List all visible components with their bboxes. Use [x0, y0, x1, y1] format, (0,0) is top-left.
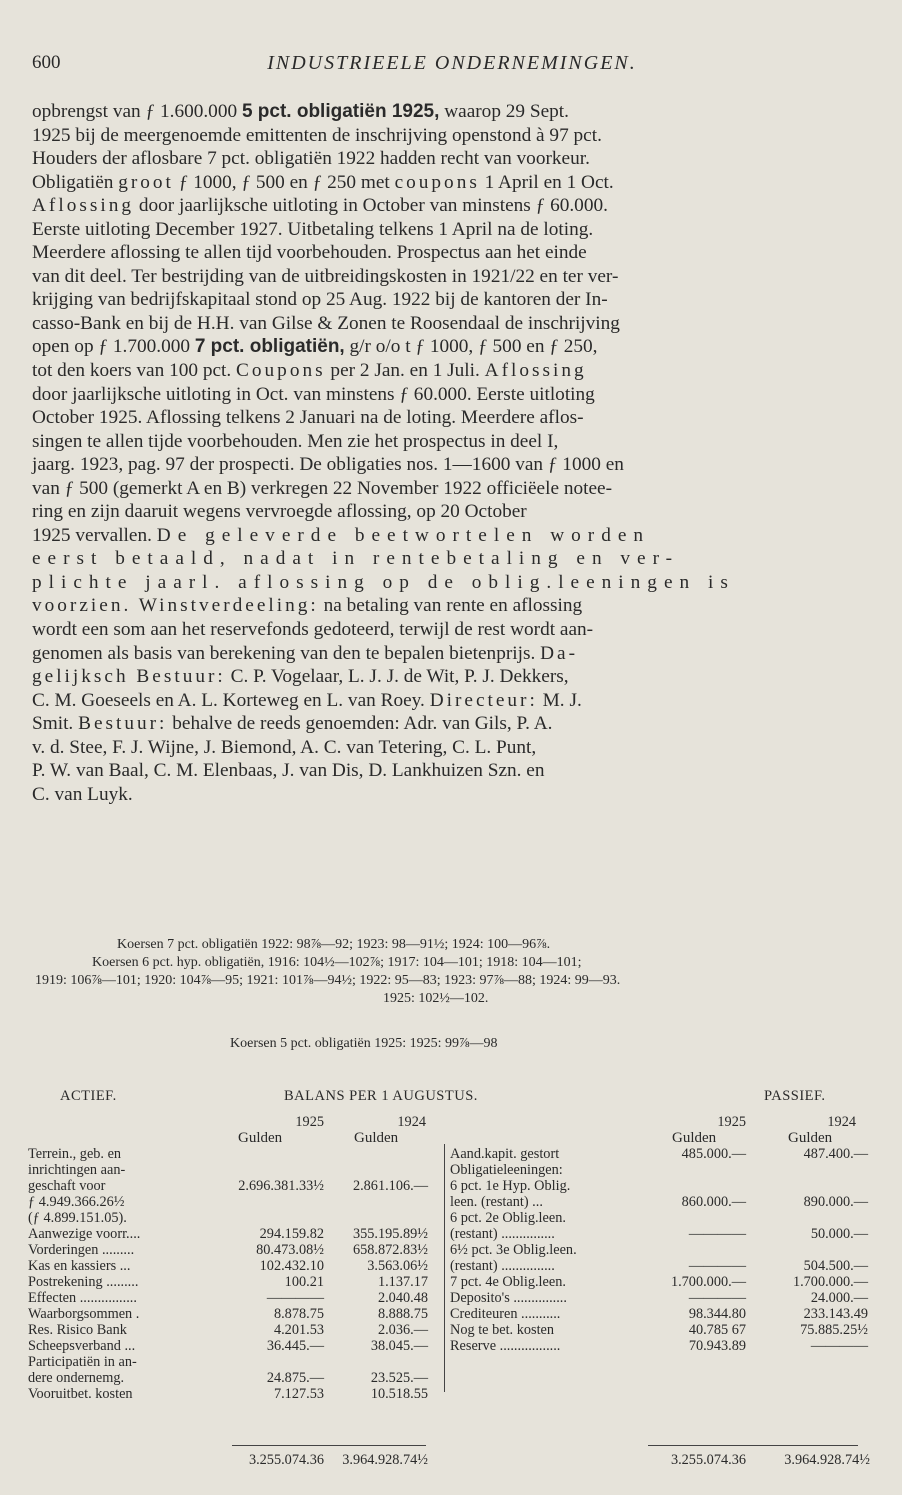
passief-row-1925: ————	[688, 1258, 746, 1274]
koersen-6pct-cont: 1919: 106⅞—101; 1920: 104⅞—95; 1921: 101⅞—94½; 1922: 95—83; 1923: 97⅞—88; 1924: 99—93.	[35, 973, 621, 988]
passief-unit-1925: Gulden	[672, 1130, 717, 1146]
actief-row-1924: 2.040.48	[377, 1290, 428, 1306]
passief-row-1925: 98.344.80	[688, 1306, 746, 1322]
actief-row-label: Res. Risico Bank	[28, 1322, 127, 1338]
text-segment: C. P. Vogelaar, L. J. J. de Wit, P. J. Dekkers,	[225, 666, 569, 688]
passief-row-label: 6 pct. 1e Hyp. Oblig.	[450, 1178, 571, 1194]
text-line	[32, 171, 874, 195]
text-segment: Obligatiën	[32, 171, 119, 193]
text-segment: van ƒ 500 (gemerkt A en B) verkregen 22 November 1922 officiëele notee-	[32, 477, 613, 499]
text-segment: door jaarlijksche uitloting in Oct. van minstens ƒ 60.000. Eerste uitloting	[32, 383, 595, 405]
text-segment: v. d. Stee, F. J. Wijne, J. Biemond, A. C. van Tetering, C. L. Punt,	[32, 736, 537, 758]
spaced-term: Aflossing	[32, 195, 134, 217]
passief-unit-1924: Gulden	[788, 1130, 833, 1146]
text-line	[32, 288, 874, 312]
text-segment: 1925 vervallen.	[32, 524, 157, 546]
text-segment: singen te allen tijde voorbehouden. Men zie het prospectus in deel I,	[32, 430, 559, 452]
text-line	[32, 265, 874, 289]
text-line	[32, 383, 874, 407]
page-header	[32, 52, 872, 82]
actief-row-1925: 100.21	[284, 1274, 324, 1290]
text-segment: Houders der aflosbare 7 pct. obligatiën 1922 hadden recht van voorkeur.	[32, 148, 590, 170]
passief-row-label: 7 pct. 4e Oblig.leen.	[450, 1274, 566, 1290]
actief-year-1925: 1925	[295, 1114, 324, 1130]
passief-year-1924: 1924	[827, 1114, 856, 1130]
actief-row-1924: 38.045.—	[370, 1338, 428, 1354]
actief-row-1925: 2.696.381.33½	[238, 1178, 324, 1194]
actief-heading: ACTIEF.	[60, 1088, 117, 1104]
text-segment: door jaarlijksche uitloting in October van minstens ƒ 60.000.	[134, 195, 608, 217]
text-segment: van dit deel. Ter bestrijding van de uitbreidingskosten in 1921/22 en ter ver-	[32, 265, 619, 287]
actief-row-label: Terrein., geb. en	[28, 1146, 122, 1162]
text-line	[32, 759, 874, 783]
actief-unit-1924: Gulden	[354, 1130, 399, 1146]
passief-row-1924: 24.000.—	[810, 1290, 868, 1306]
spaced-term: Coupons	[236, 360, 326, 382]
passief-row-label: Deposito's ...............	[450, 1290, 567, 1306]
passief-row-label: Crediteuren ...........	[450, 1306, 561, 1322]
page-number: 600	[32, 52, 61, 73]
actief-row-1924: 658.872.83½	[352, 1242, 428, 1258]
passief-row-1924: 487.400.—	[803, 1146, 868, 1162]
actief-row-label: Postrekening .........	[28, 1274, 139, 1290]
spaced-term: coupons	[394, 171, 480, 193]
spaced-term: Aflossing	[484, 360, 587, 382]
text-line	[32, 618, 874, 642]
actief-row-label: Vooruitbet. kosten	[28, 1386, 133, 1402]
text-segment: 1 April en 1 Oct.	[479, 171, 614, 193]
text-segment: Meerdere aflossing te allen tijd voorbehouden. Prospectus aan het einde	[32, 242, 587, 264]
text-line	[32, 712, 874, 736]
passief-total-rule	[648, 1445, 858, 1446]
text-line	[32, 642, 874, 666]
text-line	[32, 241, 874, 265]
balance-sheet	[28, 1088, 878, 1478]
text-segment: behalve de reeds genoemden: Adr. van Gils, P. A.	[167, 713, 553, 735]
spaced-term: Bestuur:	[78, 713, 168, 735]
actief-row-1925: 24.875.—	[266, 1370, 324, 1386]
passief-row-1924: 233.143.49	[803, 1306, 868, 1322]
actief-row-1924: 8.888.75	[377, 1306, 428, 1322]
text-segment: krijging van bedrijfskapitaal stond op 25 Aug. 1922 bij de kantoren der In-	[32, 289, 608, 311]
text-segment: ring en zijn daaruit wegens vervroegde aflossing, op 20 October	[32, 501, 527, 523]
passief-total-1925: 3.255.074.36	[670, 1452, 746, 1468]
spaced-term: voorzien. Winstverdeeling:	[32, 595, 319, 617]
text-segment: C. M. Goeseels en A. L. Korteweg en L. van Roey.	[32, 689, 430, 711]
text-segment: open op ƒ 1.700.000	[32, 336, 195, 358]
passief-row-label: (restant) ...............	[450, 1226, 555, 1242]
passief-row-label: (restant) ...............	[450, 1258, 555, 1274]
text-line	[32, 783, 874, 807]
koersen-5pct: Koersen 5 pct. obligatiën 1925: 1925: 99⅞—98	[230, 1036, 498, 1051]
text-segment: October 1925. Aflossing telkens 2 Januari na de loting. Meerdere aflos-	[32, 407, 584, 429]
actief-row-1925: ————	[266, 1290, 324, 1306]
passief-heading: PASSIEF.	[764, 1088, 826, 1104]
actief-row-1925: 7.127.53	[273, 1386, 324, 1402]
text-line	[32, 524, 874, 548]
actief-row-label: geschaft voor	[28, 1178, 106, 1194]
text-line	[32, 571, 874, 595]
spaced-term: gelijksch Bestuur:	[32, 666, 226, 688]
passief-row-label: Obligatieleeningen:	[450, 1162, 563, 1178]
text-segment: opbrengst van ƒ 1.600.000	[32, 101, 242, 122]
actief-row-1925: 4.201.53	[273, 1322, 324, 1338]
actief-row-label: Vorderingen .........	[28, 1242, 135, 1258]
actief-row-label: Scheepsverband ...	[28, 1338, 136, 1354]
actief-row-label: dere ondernemg.	[28, 1370, 125, 1386]
actief-row-label: inrichtingen aan-	[28, 1162, 126, 1178]
text-segment: genomen als basis van berekening van den te bepalen bietenprijs.	[32, 642, 541, 664]
koersen-7pct: Koersen 7 pct. obligatiën 1922: 98⅞—92; 1923: 98—91½; 1924: 100—96⅞.	[117, 937, 551, 952]
passief-row-1924: 890.000.—	[803, 1194, 868, 1210]
passief-row-label: Reserve .................	[450, 1338, 561, 1354]
text-line	[32, 359, 874, 383]
text-segment: M. J.	[537, 689, 582, 711]
actief-row-label: Aanwezige voorr....	[28, 1226, 141, 1242]
text-segment: na betaling van rente en aflossing	[318, 595, 583, 617]
spaced-term: Directeur:	[429, 689, 538, 711]
spaced-term: groot	[118, 171, 174, 193]
text-segment: Smit.	[32, 713, 79, 735]
passief-row-label: Aand.kapit. gestort	[450, 1146, 560, 1162]
text-line	[32, 594, 874, 618]
text-segment: ƒ 1000, ƒ 500 en ƒ 250 met	[173, 171, 395, 193]
text-line	[32, 689, 874, 713]
text-segment: C. van Luyk.	[32, 783, 133, 805]
text-segment: wordt een som aan het reservefonds gedoteerd, terwijl de rest wordt aan-	[32, 619, 594, 641]
actief-total-1925: 3.255.074.36	[248, 1452, 324, 1468]
text-line	[32, 312, 874, 336]
passief-row-1924: 1.700.000.—	[792, 1274, 868, 1290]
text-line	[32, 100, 874, 124]
actief-row-1924: 2.861.106.—	[352, 1178, 428, 1194]
spaced-term: Da-	[540, 642, 579, 664]
actief-row-label: Participatiën in an-	[28, 1354, 137, 1370]
text-line	[32, 335, 874, 359]
actief-row-label: Effecten ................	[28, 1290, 137, 1306]
passief-row-1924: 504.500.—	[803, 1258, 868, 1274]
text-line	[32, 147, 874, 171]
actief-row-label: Kas en kassiers ...	[28, 1258, 131, 1274]
text-line	[32, 500, 874, 524]
text-segment: g/r o/o t ƒ 1000, ƒ 500 en ƒ 250,	[344, 336, 598, 358]
passief-row-label: 6½ pct. 3e Oblig.leen.	[450, 1242, 577, 1258]
actief-total-1924: 3.964.928.74½	[342, 1452, 428, 1468]
actief-row-1924: 355.195.89½	[352, 1226, 428, 1242]
text-segment: 1925 bij de meergenoemde emittenten de inschrijving openstond à 97 pct.	[32, 124, 602, 146]
text-line	[32, 665, 874, 689]
actief-row-1925: 294.159.82	[259, 1226, 324, 1242]
actief-row-1925: 80.473.08½	[256, 1242, 324, 1258]
body-text	[32, 100, 874, 806]
actief-row-1924: 3.563.06½	[367, 1258, 428, 1274]
text-segment: waarop 29 Sept.	[439, 101, 569, 122]
text-segment: Eerste uitloting December 1927. Uitbetaling telkens 1 April na de loting.	[32, 218, 594, 240]
passief-row-1925: 40.785 67	[688, 1322, 746, 1338]
actief-row-1925: 102.432.10	[259, 1258, 324, 1274]
text-line	[32, 406, 874, 430]
actief-row-1924: 23.525.—	[370, 1370, 428, 1386]
passief-year-1925: 1925	[717, 1114, 746, 1130]
passief-row-1925: 860.000.—	[681, 1194, 746, 1210]
text-line	[32, 453, 874, 477]
koersen-6pct: Koersen 6 pct. hyp. obligatiën, 1916: 104½—102⅞; 1917: 104—101; 1918: 104—101;	[92, 955, 582, 970]
text-line	[32, 218, 874, 242]
passief-row-1925: ————	[688, 1290, 746, 1306]
bold-term: 5 pct. obligatiën 1925,	[241, 101, 440, 122]
koersen-6pct-end: 1925: 102½—102.	[383, 991, 489, 1006]
spaced-term: De geleverde beetwortelen worden	[156, 524, 651, 546]
text-segment: jaarg. 1923, pag. 97 der prospecti. De obligaties nos. 1—1600 van ƒ 1000 en	[32, 454, 624, 476]
actief-row-1924: 1.137.17	[377, 1274, 428, 1290]
text-segment: P. W. van Baal, C. M. Elenbaas, J. van Dis, D. Lankhuizen Szn. en	[32, 760, 545, 782]
passief-row-label: Nog te bet. kosten	[450, 1322, 555, 1338]
text-segment: tot den koers van 100 pct.	[32, 360, 237, 382]
koersen-notes	[0, 936, 902, 1008]
running-title: INDUSTRIEELE ONDERNEMINGEN.	[267, 52, 637, 74]
actief-row-label: (ƒ 4.899.151.05).	[28, 1210, 127, 1226]
actief-row-1924: 2.036.—	[377, 1322, 428, 1338]
passief-row-label: leen. (restant) ...	[450, 1194, 543, 1210]
spaced-term: plichte jaarl. aflossing op de oblig.leeningen is	[32, 571, 735, 593]
text-segment: casso-Bank en bij de H.H. van Gilse & Zonen te Roosendaal de inschrijving	[32, 312, 620, 334]
actief-row-1925: 8.878.75	[273, 1306, 324, 1322]
text-line	[32, 430, 874, 454]
text-line	[32, 124, 874, 148]
actief-row-1925: 36.445.—	[266, 1338, 324, 1354]
text-line	[32, 194, 874, 218]
balance-title: BALANS PER 1 AUGUSTUS.	[284, 1088, 478, 1104]
passief-row-1925: 70.943.89	[688, 1338, 746, 1354]
passief-row-1924: ————	[810, 1338, 868, 1354]
passief-row-1925: 485.000.—	[681, 1146, 746, 1162]
spaced-term: eerst betaald, nadat in rentebetaling en ver-	[32, 548, 680, 570]
passief-row-1924: 50.000.—	[810, 1226, 868, 1242]
text-segment: per 2 Jan. en 1 Juli.	[325, 360, 485, 382]
actief-row-1924: 10.518.55	[370, 1386, 428, 1402]
actief-year-1924: 1924	[397, 1114, 426, 1130]
text-line	[32, 547, 874, 571]
actief-row-label: Waarborgsommen .	[28, 1306, 140, 1322]
center-divider	[444, 1144, 445, 1392]
actief-total-rule	[232, 1445, 426, 1446]
passief-row-1925: ————	[688, 1226, 746, 1242]
passief-total-1924: 3.964.928.74½	[784, 1452, 870, 1468]
text-line	[32, 736, 874, 760]
text-line	[32, 477, 874, 501]
bold-term: 7 pct. obligatiën,	[194, 336, 345, 358]
actief-row-label: ƒ 4.949.366.26½	[28, 1194, 125, 1210]
passief-row-1924: 75.885.25½	[800, 1322, 868, 1338]
actief-unit-1925: Gulden	[238, 1130, 283, 1146]
passief-row-1925: 1.700.000.—	[670, 1274, 746, 1290]
passief-row-label: 6 pct. 2e Oblig.leen.	[450, 1210, 566, 1226]
